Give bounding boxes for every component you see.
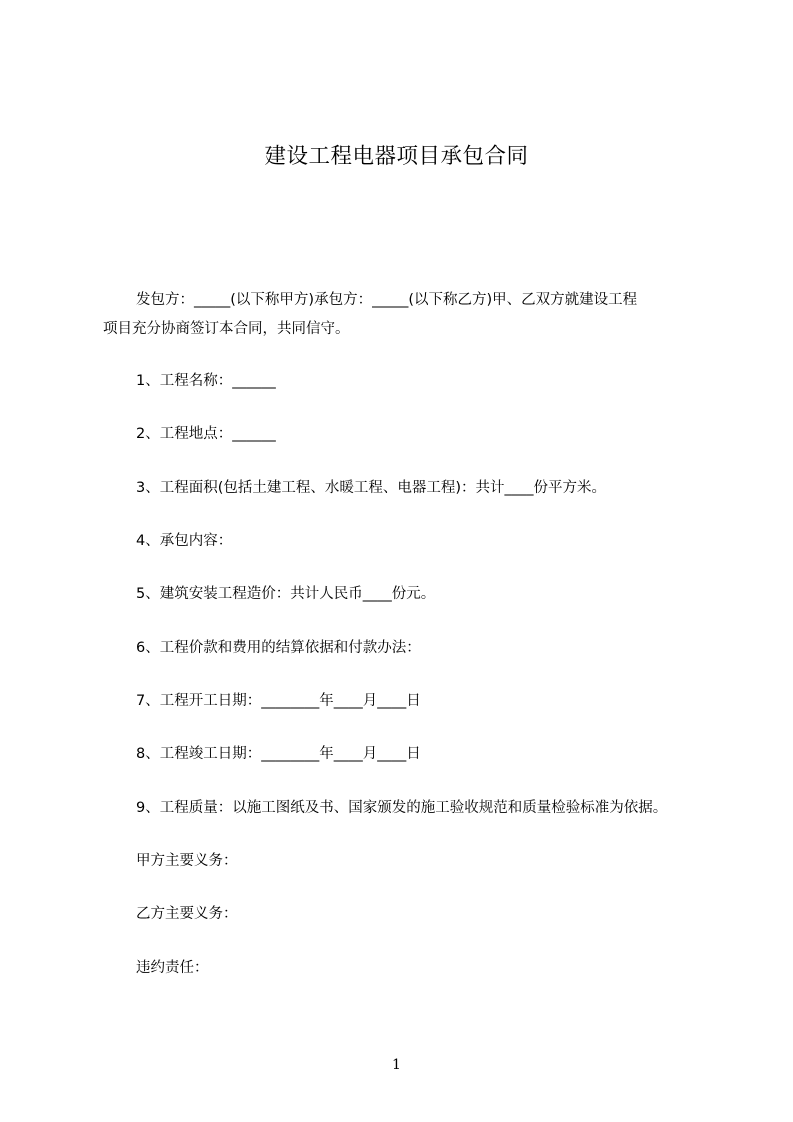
intro-paragraph xyxy=(103,286,703,344)
clause-party-a-duties: 甲方主要义务： xyxy=(136,853,238,869)
clause-construction-cost: 5、建筑安装工程造价：共计人民币____份元。 xyxy=(136,586,436,602)
clause-project-quality: 9、工程质量：以施工图纸及书、国家颁发的施工验收规范和质量检验标准为依据。 xyxy=(136,800,668,816)
clause-project-location: 2、工程地点：______ xyxy=(136,426,276,442)
page-number: 1 xyxy=(392,1057,401,1073)
intro-line-2: 项目充分协商签订本合同，共同信守。 xyxy=(103,321,350,337)
clause-completion-date: 8、工程竣工日期：________年____月____日 xyxy=(136,746,421,762)
clause-payment-method: 6、工程价款和费用的结算依据和付款办法： xyxy=(136,640,421,656)
clause-start-date: 7、工程开工日期：________年____月____日 xyxy=(136,693,421,709)
clause-party-b-duties: 乙方主要义务： xyxy=(136,906,238,922)
intro-line-1: 发包方：_____(以下称甲方)承包方：_____(以下称乙方)甲、乙双方就建设工程 xyxy=(136,292,638,308)
document-title: 建设工程电器项目承包合同 xyxy=(264,144,529,169)
clause-contract-scope: 4、承包内容： xyxy=(136,533,233,549)
clause-project-area: 3、工程面积(包括土建工程、水暖工程、电器工程)：共计____份平方米。 xyxy=(136,480,607,496)
clause-project-name: 1、工程名称：______ xyxy=(136,373,276,389)
clause-breach-liability: 违约责任： xyxy=(136,960,209,976)
